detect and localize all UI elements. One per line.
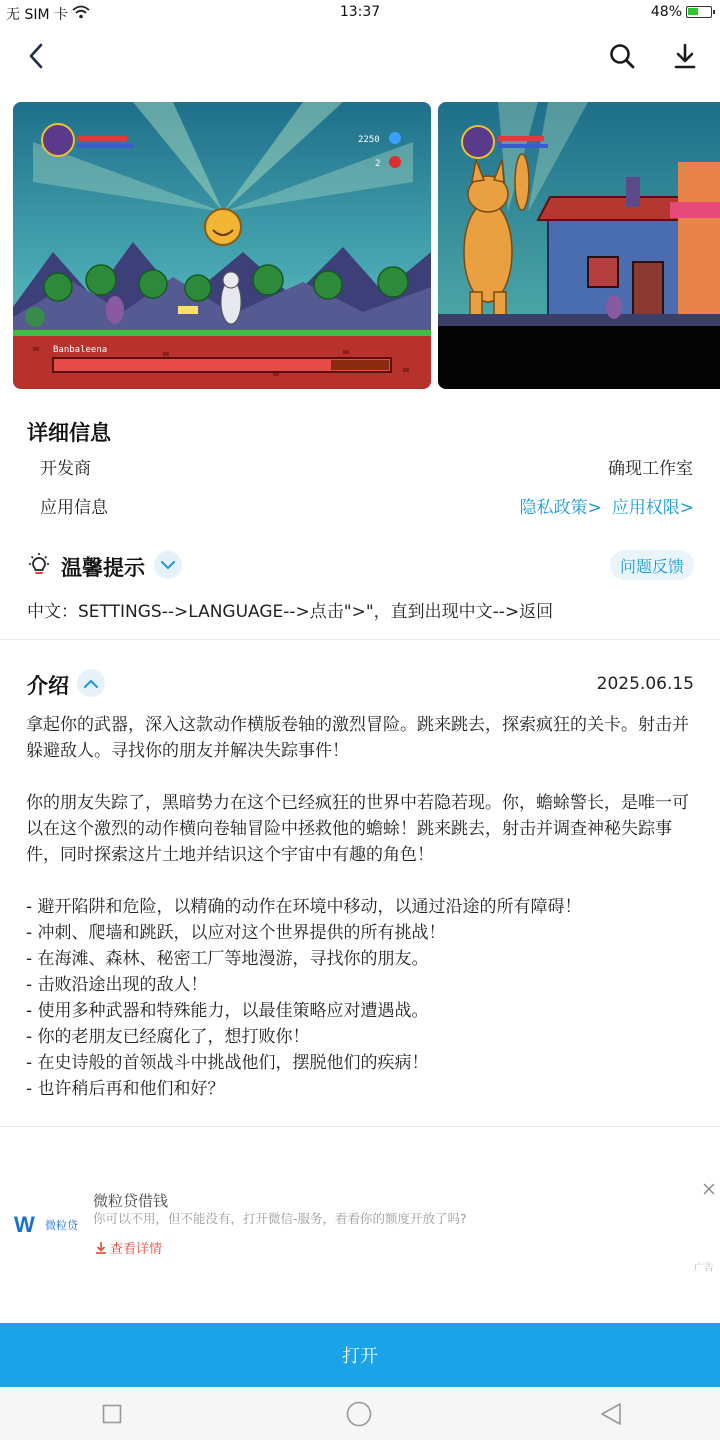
intro-date: 2025.06.15: [596, 674, 694, 694]
feedback-button[interactable]: 问题反馈: [610, 550, 694, 580]
ad-logo[interactable]: [14, 1210, 84, 1240]
battery-percent: 48%: [650, 4, 682, 20]
ad-close-button[interactable]: [698, 1178, 720, 1200]
boss-name-text: Banbaleena: [53, 345, 108, 355]
battery-icon: [686, 6, 712, 18]
intro-collapse-toggle[interactable]: [77, 669, 105, 697]
download-button[interactable]: [667, 38, 703, 74]
ad-detail-label: 查看详情: [110, 1242, 163, 1257]
clock: 13:37: [339, 4, 381, 20]
screenshot-1[interactable]: [13, 102, 431, 389]
details-title: 详细信息: [27, 421, 111, 445]
app-info-label: 应用信息: [40, 498, 108, 518]
paragraph-gap: [26, 764, 696, 790]
feature-item: - 避开陷阱和危险，以精确的动作在环境中移动，以通过沿途的所有障碍！: [26, 897, 582, 917]
feature-item: - 击败沿途出现的敌人！: [26, 975, 208, 995]
ad-tag: [694, 1259, 714, 1274]
search-icon: [609, 43, 635, 69]
recent-apps-button[interactable]: [99, 1401, 125, 1427]
screenshot-1-image: [13, 102, 431, 389]
lives-text: 2: [375, 159, 381, 169]
top-nav: [0, 30, 720, 82]
status-right: [651, 4, 712, 20]
battery-level: [688, 8, 698, 15]
ad-description: 你可以不用，但不能没有，打开微信-服务，看看你的额度开放了吗?: [93, 1211, 467, 1226]
carrier-text: 无 SIM 卡: [6, 7, 68, 23]
chevron-left-icon: [28, 43, 44, 69]
paragraph-gap: [26, 868, 696, 894]
lightbulb-icon: [26, 552, 52, 578]
ad-tag-label: 广告: [694, 1263, 714, 1274]
triangle-back-icon: [599, 1402, 623, 1426]
screenshot-2-image: [438, 102, 720, 389]
ad-title[interactable]: 微粒贷借钱: [93, 1192, 169, 1210]
home-button[interactable]: [346, 1401, 372, 1427]
tips-expand-toggle[interactable]: [154, 551, 182, 579]
intro-title: 介绍: [27, 674, 69, 698]
tips-text: 中文：SETTINGS-->LANGUAGE-->点击">"，直到出现中文-->返回: [27, 602, 554, 622]
open-app-button[interactable]: 打开: [0, 1323, 720, 1387]
download-icon: [673, 43, 697, 69]
feature-item: - 在海滩、森林、秘密工厂等地漫游，寻找你的朋友。: [26, 949, 429, 969]
search-button[interactable]: [604, 38, 640, 74]
screenshot-gallery[interactable]: [13, 102, 720, 389]
app-permission-link[interactable]: 应用权限>: [611, 498, 694, 518]
square-icon: [102, 1404, 122, 1424]
score-text: 2250: [358, 135, 380, 145]
tips-title: 温馨提示: [61, 556, 145, 580]
system-nav-bar: [0, 1388, 720, 1440]
ad-logo-text: 微粒贷: [45, 1219, 78, 1232]
back-nav-button[interactable]: [598, 1401, 624, 1427]
feature-item: - 在史诗般的首领战斗中挑战他们，摆脱他们的疾病！: [26, 1053, 429, 1073]
divider: [0, 1126, 720, 1127]
screenshot-2[interactable]: [438, 102, 720, 389]
feature-item: - 你的老朋友已经腐化了，想打败你！: [26, 1027, 310, 1047]
developer-label: 开发商: [40, 459, 91, 479]
intro-body: [26, 712, 696, 1102]
back-button[interactable]: [18, 38, 54, 74]
privacy-policy-link[interactable]: 隐私政策>: [519, 498, 602, 518]
intro-paragraph: 拿起你的武器，深入这款动作横版卷轴的激烈冒险。跳来跳去，探索疯狂的关卡。射击并躲避敌人。寻找你的朋友并解决失踪事件！: [26, 715, 689, 761]
chevron-up-icon: [84, 679, 98, 688]
app-info-links: [520, 493, 695, 518]
divider: [0, 639, 720, 640]
svg-text:W: W: [14, 1212, 35, 1237]
feature-item: - 使用多种武器和特殊能力，以最佳策略应对遭遇战。: [26, 1001, 429, 1021]
intro-paragraph: 你的朋友失踪了，黑暗势力在这个已经疯狂的世界中若隐若现。你，蟾蜍警长，是唯一可以在这个激烈的动作横向卷轴冒险中拯救他的蟾蜍！跳来跳去，射击并调查神秘失踪事件，同时探索这片土地并结识这个宇宙中有趣的角色！: [26, 793, 689, 865]
status-bar: [0, 0, 720, 26]
ad-detail-link[interactable]: [95, 1238, 162, 1257]
download-arrow-icon: [95, 1241, 107, 1254]
feature-item: - 也许稍后再和他们和好？: [26, 1079, 225, 1099]
circle-icon: [346, 1401, 372, 1427]
chevron-down-icon: [161, 561, 175, 570]
feature-item: - 冲刺、爬墙和跳跃，以应对这个世界提供的所有挑战！: [26, 923, 446, 943]
close-icon: [703, 1183, 715, 1195]
developer-value: 确现工作室: [608, 459, 693, 479]
